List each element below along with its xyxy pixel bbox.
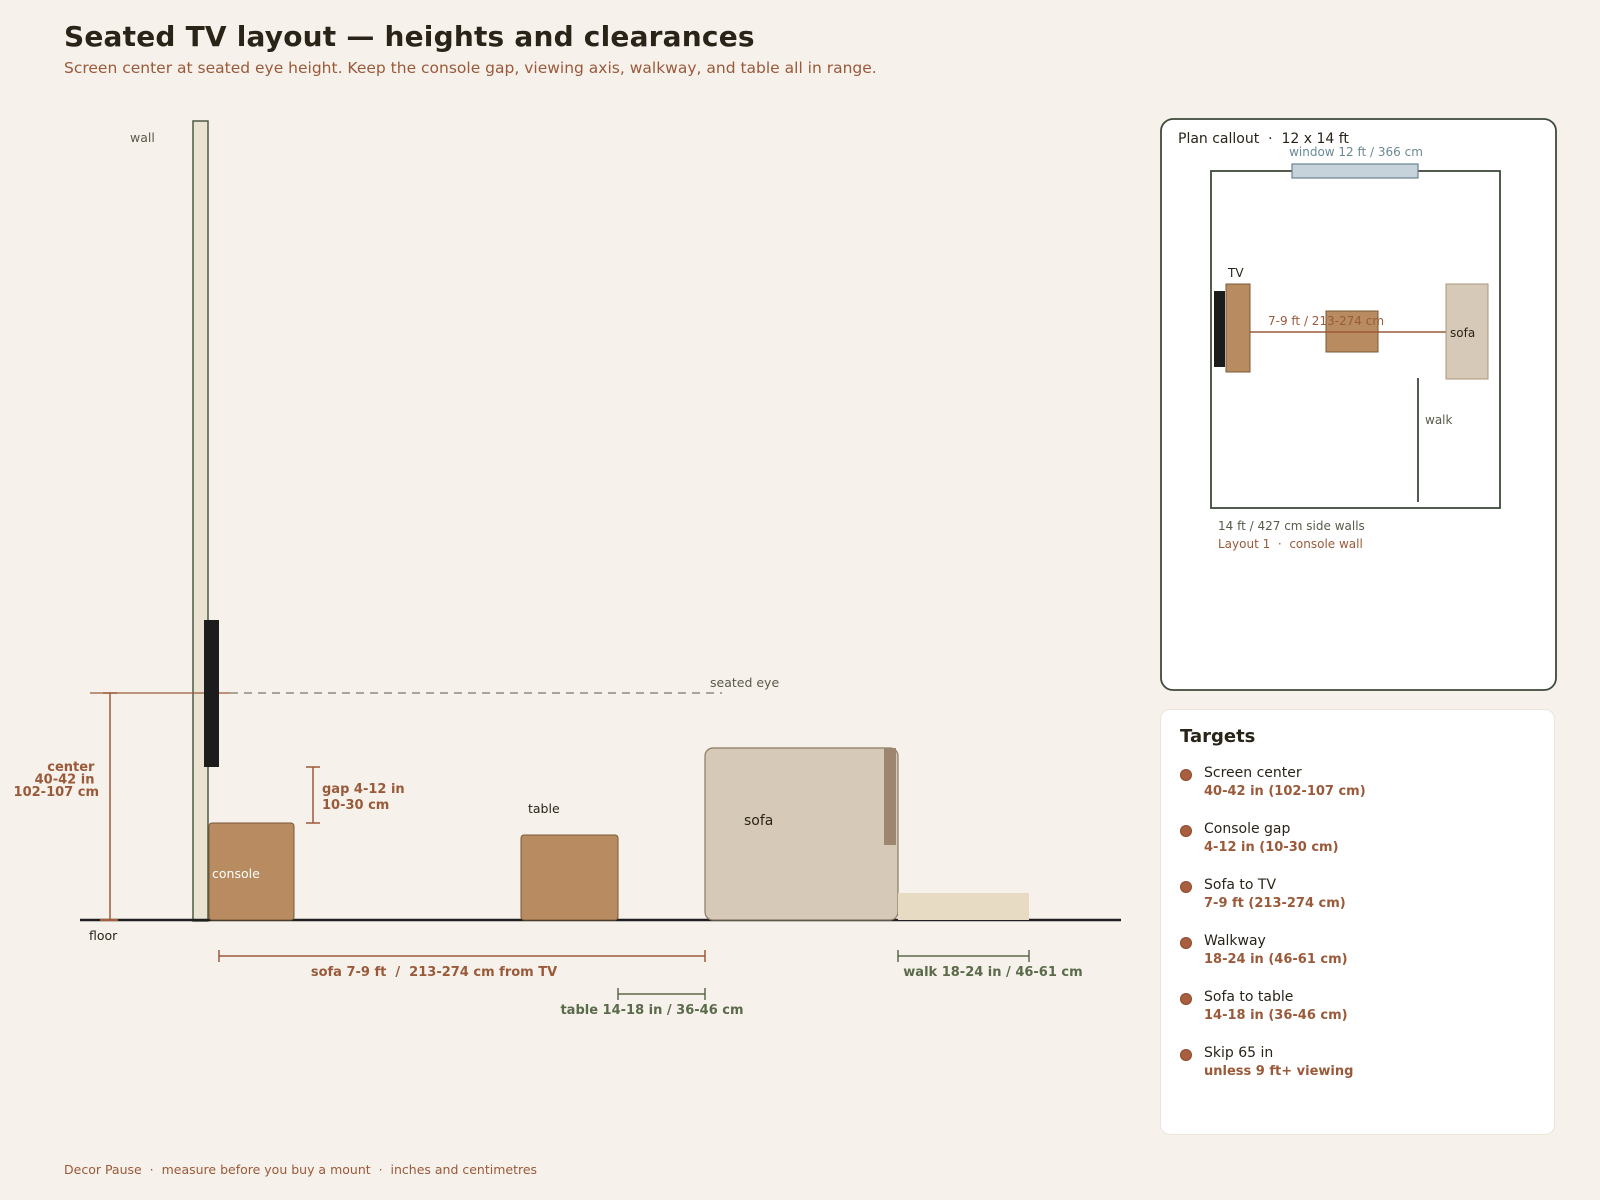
page-subtitle: Screen center at seated eye height. Keep the console gap, viewing axis, walkway, and table all in range. — [64, 59, 877, 77]
target-item — [1179, 931, 1539, 987]
coffee-table — [521, 835, 618, 920]
target-value: 40-42 in (102-107 cm) — [1204, 784, 1366, 799]
plan-axis-label: 7-9 ft / 213-274 cm — [1268, 314, 1385, 328]
plan-callout-card — [1161, 119, 1556, 690]
plan-title: Plan callout · 12 x 14 ft — [1178, 131, 1349, 147]
page-title: Seated TV layout — heights and clearances — [64, 20, 755, 53]
plan-window — [1292, 164, 1418, 178]
sofa-distance-label: sofa 7-9 ft / 213-274 cm from TV — [310, 965, 558, 980]
targets-list — [1179, 763, 1539, 1099]
target-name: Sofa to table — [1204, 989, 1294, 1005]
walkway-zone — [898, 893, 1029, 920]
seated-eye-label: seated eye — [710, 675, 780, 690]
floor-label: floor — [89, 928, 118, 943]
sofa-back-cushion — [884, 748, 896, 845]
target-name: Walkway — [1204, 933, 1266, 949]
bullet-icon — [1180, 937, 1192, 949]
footer: Decor Pause · measure before you buy a mount · inches and centimetres — [64, 1162, 538, 1177]
target-value: 14-18 in (36-46 cm) — [1204, 1008, 1348, 1023]
target-item — [1179, 875, 1539, 931]
target-name: Sofa to TV — [1204, 877, 1277, 893]
target-item — [1179, 1043, 1539, 1099]
target-value: unless 9 ft+ viewing — [1204, 1064, 1354, 1079]
target-value: 18-24 in (46-61 cm) — [1204, 952, 1348, 967]
plan-walk-label: walk — [1425, 413, 1453, 427]
target-value: 7-9 ft (213-274 cm) — [1204, 896, 1346, 911]
target-name: Screen center — [1204, 765, 1302, 781]
bullet-icon — [1180, 881, 1192, 893]
targets-heading: Targets — [1180, 726, 1256, 747]
plan-console — [1226, 284, 1250, 372]
targets-panel — [1160, 709, 1555, 1135]
plan-side-walls-label: 14 ft / 427 cm side walls — [1218, 519, 1365, 533]
plan-tv — [1214, 291, 1225, 367]
wall-label: wall — [130, 130, 155, 145]
plan-sofa-label: sofa — [1450, 326, 1476, 340]
sofa-label: sofa — [744, 813, 774, 829]
gap-label: gap 4-12 in 10-30 cm — [322, 782, 405, 813]
plan-tv-label: TV — [1228, 266, 1244, 280]
plan-layout-label: Layout 1 · console wall — [1218, 537, 1363, 551]
table-distance-label: table 14-18 in / 36-46 cm — [560, 1003, 744, 1018]
plan-window-label: window 12 ft / 366 cm — [1289, 145, 1423, 159]
wall — [193, 121, 208, 921]
center-label: center 40-42 in 102-107 cm — [13, 760, 99, 800]
target-item — [1179, 819, 1539, 875]
target-name: Console gap — [1204, 821, 1291, 837]
target-value: 4-12 in (10-30 cm) — [1204, 840, 1339, 855]
target-item — [1179, 987, 1539, 1043]
walk-distance-label: walk 18-24 in / 46-61 cm — [903, 965, 1083, 980]
sofa — [705, 748, 898, 920]
target-item — [1179, 763, 1539, 819]
bullet-icon — [1180, 825, 1192, 837]
bullet-icon — [1180, 993, 1192, 1005]
tv-screen — [204, 620, 219, 767]
bullet-icon — [1180, 1049, 1192, 1061]
bullet-icon — [1180, 769, 1192, 781]
target-name: Skip 65 in — [1204, 1045, 1274, 1061]
table-label: table — [528, 801, 560, 816]
console-label: console — [212, 866, 260, 881]
